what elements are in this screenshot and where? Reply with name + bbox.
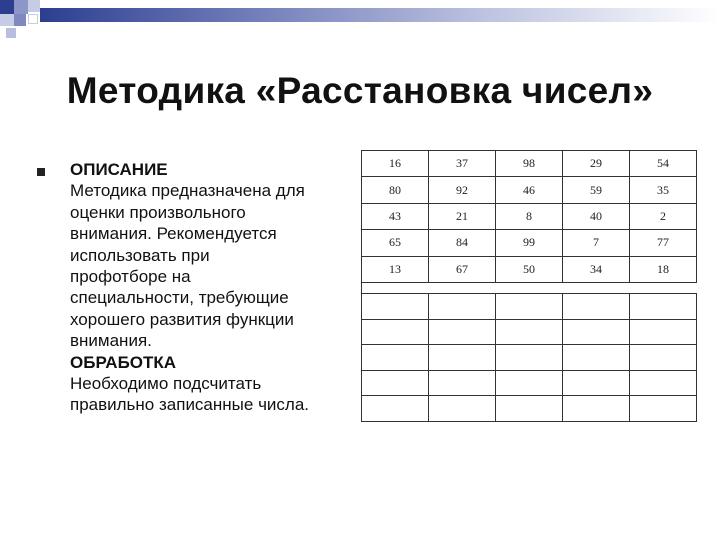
answer-cell[interactable] [429, 293, 496, 319]
section-heading: ОПИСАНИЕ [70, 160, 168, 179]
number-cell: 2 [630, 203, 697, 229]
text-line: правильно записанные числа. [70, 395, 310, 415]
number-cell: 59 [563, 177, 630, 203]
answer-cell[interactable] [563, 396, 630, 422]
number-cell: 98 [496, 151, 563, 177]
text-line: внимания. [70, 331, 152, 351]
answer-cell[interactable] [362, 293, 429, 319]
number-cell: 77 [630, 230, 697, 256]
number-cell: 67 [429, 256, 496, 282]
spacer-cell [362, 282, 697, 293]
answer-cell[interactable] [496, 293, 563, 319]
table-spacer [362, 282, 697, 293]
answer-cell[interactable] [496, 319, 563, 345]
numbers-table [361, 150, 697, 422]
answer-row [362, 396, 697, 422]
answer-cell[interactable] [630, 319, 697, 345]
header-gradient-bar [40, 8, 720, 22]
table-row [362, 151, 697, 177]
table-row [362, 203, 697, 229]
decor-square [28, 0, 40, 12]
text-line: Необходимо подсчитать [70, 374, 262, 394]
answer-row [362, 370, 697, 396]
number-cell: 46 [496, 177, 563, 203]
answer-cell[interactable] [362, 370, 429, 396]
table-row [362, 177, 697, 203]
number-cell: 21 [429, 203, 496, 229]
number-cell: 34 [563, 256, 630, 282]
decor-square [14, 14, 26, 26]
answer-row [362, 293, 697, 319]
number-cell: 54 [630, 151, 697, 177]
number-cell: 80 [362, 177, 429, 203]
answer-cell[interactable] [429, 396, 496, 422]
description-text [70, 159, 360, 416]
number-cell: 16 [362, 151, 429, 177]
number-cell: 13 [362, 256, 429, 282]
decor-square [14, 0, 28, 14]
decor-square [0, 14, 14, 26]
answer-cell[interactable] [563, 370, 630, 396]
answer-cell[interactable] [429, 370, 496, 396]
text-line: хорошего развития функции [70, 309, 294, 329]
number-cell: 18 [630, 256, 697, 282]
answer-cell[interactable] [429, 345, 496, 371]
answer-cell[interactable] [563, 319, 630, 345]
decor-square [6, 28, 16, 38]
number-cell: 92 [429, 177, 496, 203]
table-row [362, 230, 697, 256]
number-cell: 7 [563, 230, 630, 256]
text-line: внимания. Рекомендуется [70, 224, 277, 244]
number-cell: 99 [496, 230, 563, 256]
answer-cell[interactable] [630, 293, 697, 319]
text-line: профотборе на [70, 267, 191, 287]
number-cell: 8 [496, 203, 563, 229]
answer-cell[interactable] [630, 396, 697, 422]
answer-cell[interactable] [496, 396, 563, 422]
answer-cell[interactable] [563, 345, 630, 371]
text-line: Методика предназначена для [70, 181, 305, 201]
answer-cell[interactable] [362, 345, 429, 371]
slide-title: Методика «Расстановка чисел» [66, 70, 654, 111]
section-heading: ОБРАБОТКА [70, 352, 177, 372]
answer-cell[interactable] [362, 396, 429, 422]
answer-cell[interactable] [429, 319, 496, 345]
answer-row [362, 345, 697, 371]
number-cell: 40 [563, 203, 630, 229]
answer-row [362, 319, 697, 345]
answer-cell[interactable] [630, 370, 697, 396]
number-cell: 50 [496, 256, 563, 282]
answer-cell[interactable] [630, 345, 697, 371]
text-line: использовать при [70, 245, 210, 265]
answer-cell[interactable] [362, 319, 429, 345]
text-line: оценки произвольного [70, 202, 246, 222]
number-cell: 37 [429, 151, 496, 177]
text-line: специальности, требующие [70, 288, 289, 308]
number-cell: 35 [630, 177, 697, 203]
bullet-square-icon [37, 168, 45, 176]
decor-square [0, 0, 14, 14]
number-cell: 84 [429, 230, 496, 256]
answer-cell[interactable] [496, 370, 563, 396]
number-cell: 65 [362, 230, 429, 256]
answer-cell[interactable] [496, 345, 563, 371]
table-row [362, 256, 697, 282]
answer-cell[interactable] [563, 293, 630, 319]
decor-square [28, 14, 38, 24]
number-cell: 43 [362, 203, 429, 229]
number-cell: 29 [563, 151, 630, 177]
